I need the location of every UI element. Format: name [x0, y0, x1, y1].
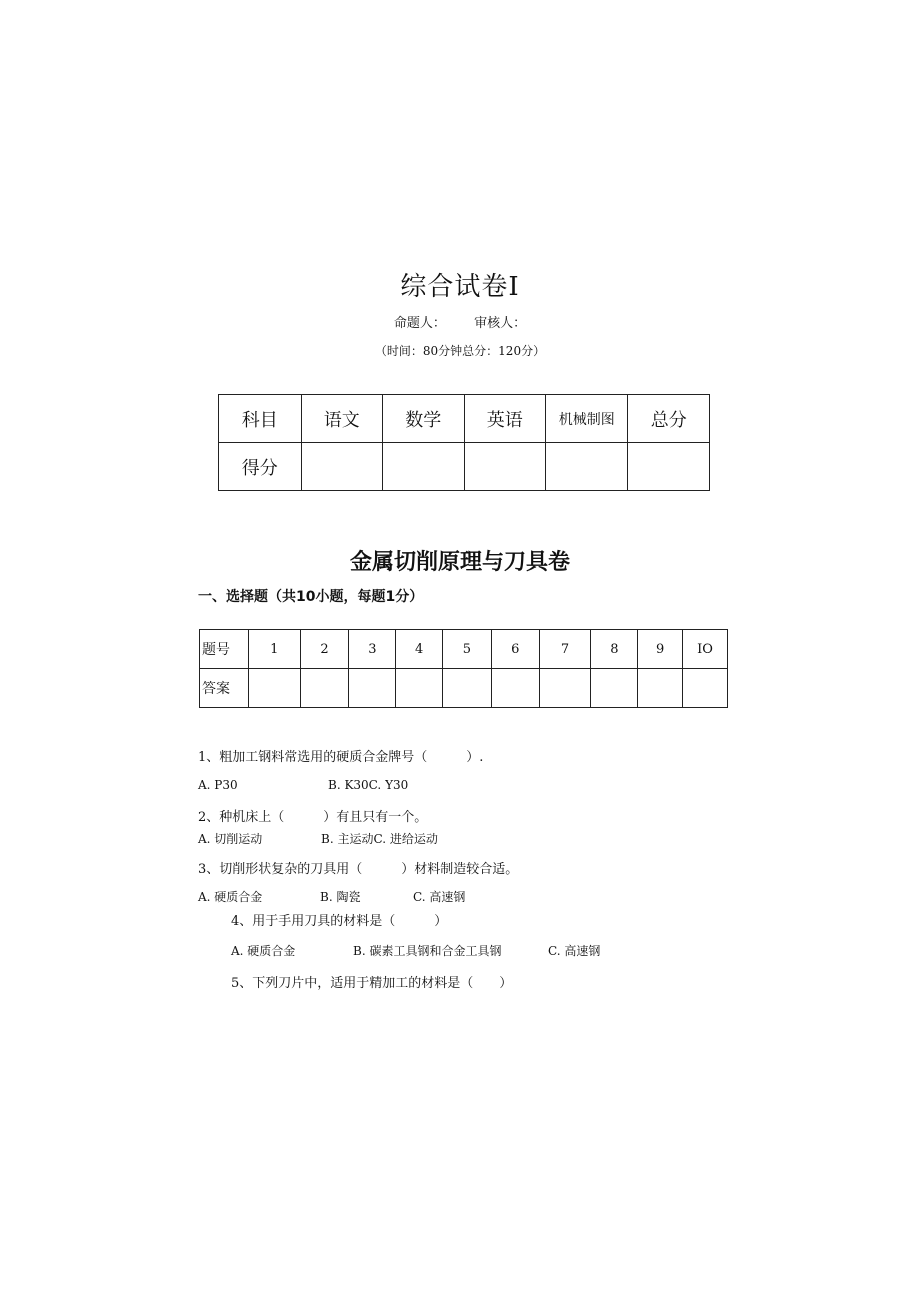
question-number: 7 — [539, 630, 591, 669]
question-1: 1、粗加工钢料常选用的硬质合金牌号（ ）. — [198, 750, 484, 765]
subject-total: 总分 — [628, 395, 710, 443]
section-subtitle: 一、选择题（共10小题，每题1分） — [198, 589, 424, 605]
answer-cell[interactable] — [248, 669, 300, 708]
q4-option-a: A. 硬质合金 — [231, 944, 296, 958]
question-2: 2、种机床上（ ）有且只有一个。 — [198, 810, 428, 825]
table-row — [219, 443, 710, 491]
score-cell[interactable] — [464, 443, 546, 491]
q1-option-a: A. P30 — [198, 778, 238, 792]
number-label: 题号 — [200, 630, 249, 669]
question-number: IO — [683, 630, 728, 669]
q3-option-c: C. 高速钢 — [413, 890, 466, 904]
answer-cell[interactable] — [591, 669, 638, 708]
subject-english: 英语 — [464, 395, 546, 443]
table-row — [200, 630, 728, 669]
question-number: 9 — [638, 630, 683, 669]
question-number: 3 — [349, 630, 396, 669]
section-title: 金属切削原理与刀具卷 — [349, 550, 570, 575]
question-3: 3、切削形状复杂的刀具用（ ）材料制造较合适。 — [198, 862, 519, 877]
answer-label: 答案 — [200, 669, 249, 708]
score-cell[interactable] — [301, 443, 383, 491]
question-number: 5 — [443, 630, 492, 669]
answer-cell[interactable] — [683, 669, 728, 708]
paper-title: 综合试卷I — [400, 272, 520, 302]
subject-header: 科目 — [219, 395, 302, 443]
answer-cell[interactable] — [349, 669, 396, 708]
subject-chinese: 语文 — [301, 395, 383, 443]
question-4: 4、用于手用刀具的材料是（ ） — [231, 914, 448, 929]
score-cell[interactable] — [383, 443, 465, 491]
question-5: 5、下列刀片中，适用于精加工的材料是（ ） — [231, 976, 513, 991]
answer-cell[interactable] — [638, 669, 683, 708]
setter-label: 命题人： — [393, 316, 446, 331]
q3-option-a: A. 硬质合金 — [198, 890, 263, 904]
table-row — [219, 395, 710, 443]
subject-drawing: 机械制图 — [546, 395, 628, 443]
question-number: 1 — [248, 630, 300, 669]
answer-cell[interactable] — [443, 669, 492, 708]
q4-option-b: B. 碳素工具钢和合金工具钢 — [353, 944, 502, 958]
answer-table — [199, 629, 728, 708]
question-number: 8 — [591, 630, 638, 669]
time-info: （时间：80分钟总分：120分） — [374, 344, 546, 358]
answer-cell[interactable] — [539, 669, 591, 708]
q3-option-b: B. 陶瓷 — [320, 890, 361, 904]
q4-option-c: C. 高速钢 — [548, 944, 601, 958]
authors-line — [0, 312, 920, 331]
answer-cell[interactable] — [300, 669, 349, 708]
table-row — [200, 669, 728, 708]
q2-option-a: A. 切削运动 — [198, 832, 263, 846]
question-number: 6 — [491, 630, 539, 669]
q2-option-bc: B. 主运动C. 进给运动 — [321, 832, 438, 846]
score-label: 得分 — [219, 443, 302, 491]
score-cell[interactable] — [628, 443, 710, 491]
score-table — [218, 394, 710, 491]
subject-math: 数学 — [383, 395, 465, 443]
answer-cell[interactable] — [491, 669, 539, 708]
reviewer-label: 审核人： — [474, 316, 527, 331]
answer-cell[interactable] — [396, 669, 443, 708]
q1-option-bc: B. K30C. Y30 — [328, 778, 409, 792]
question-number: 2 — [300, 630, 349, 669]
score-cell[interactable] — [546, 443, 628, 491]
question-number: 4 — [396, 630, 443, 669]
